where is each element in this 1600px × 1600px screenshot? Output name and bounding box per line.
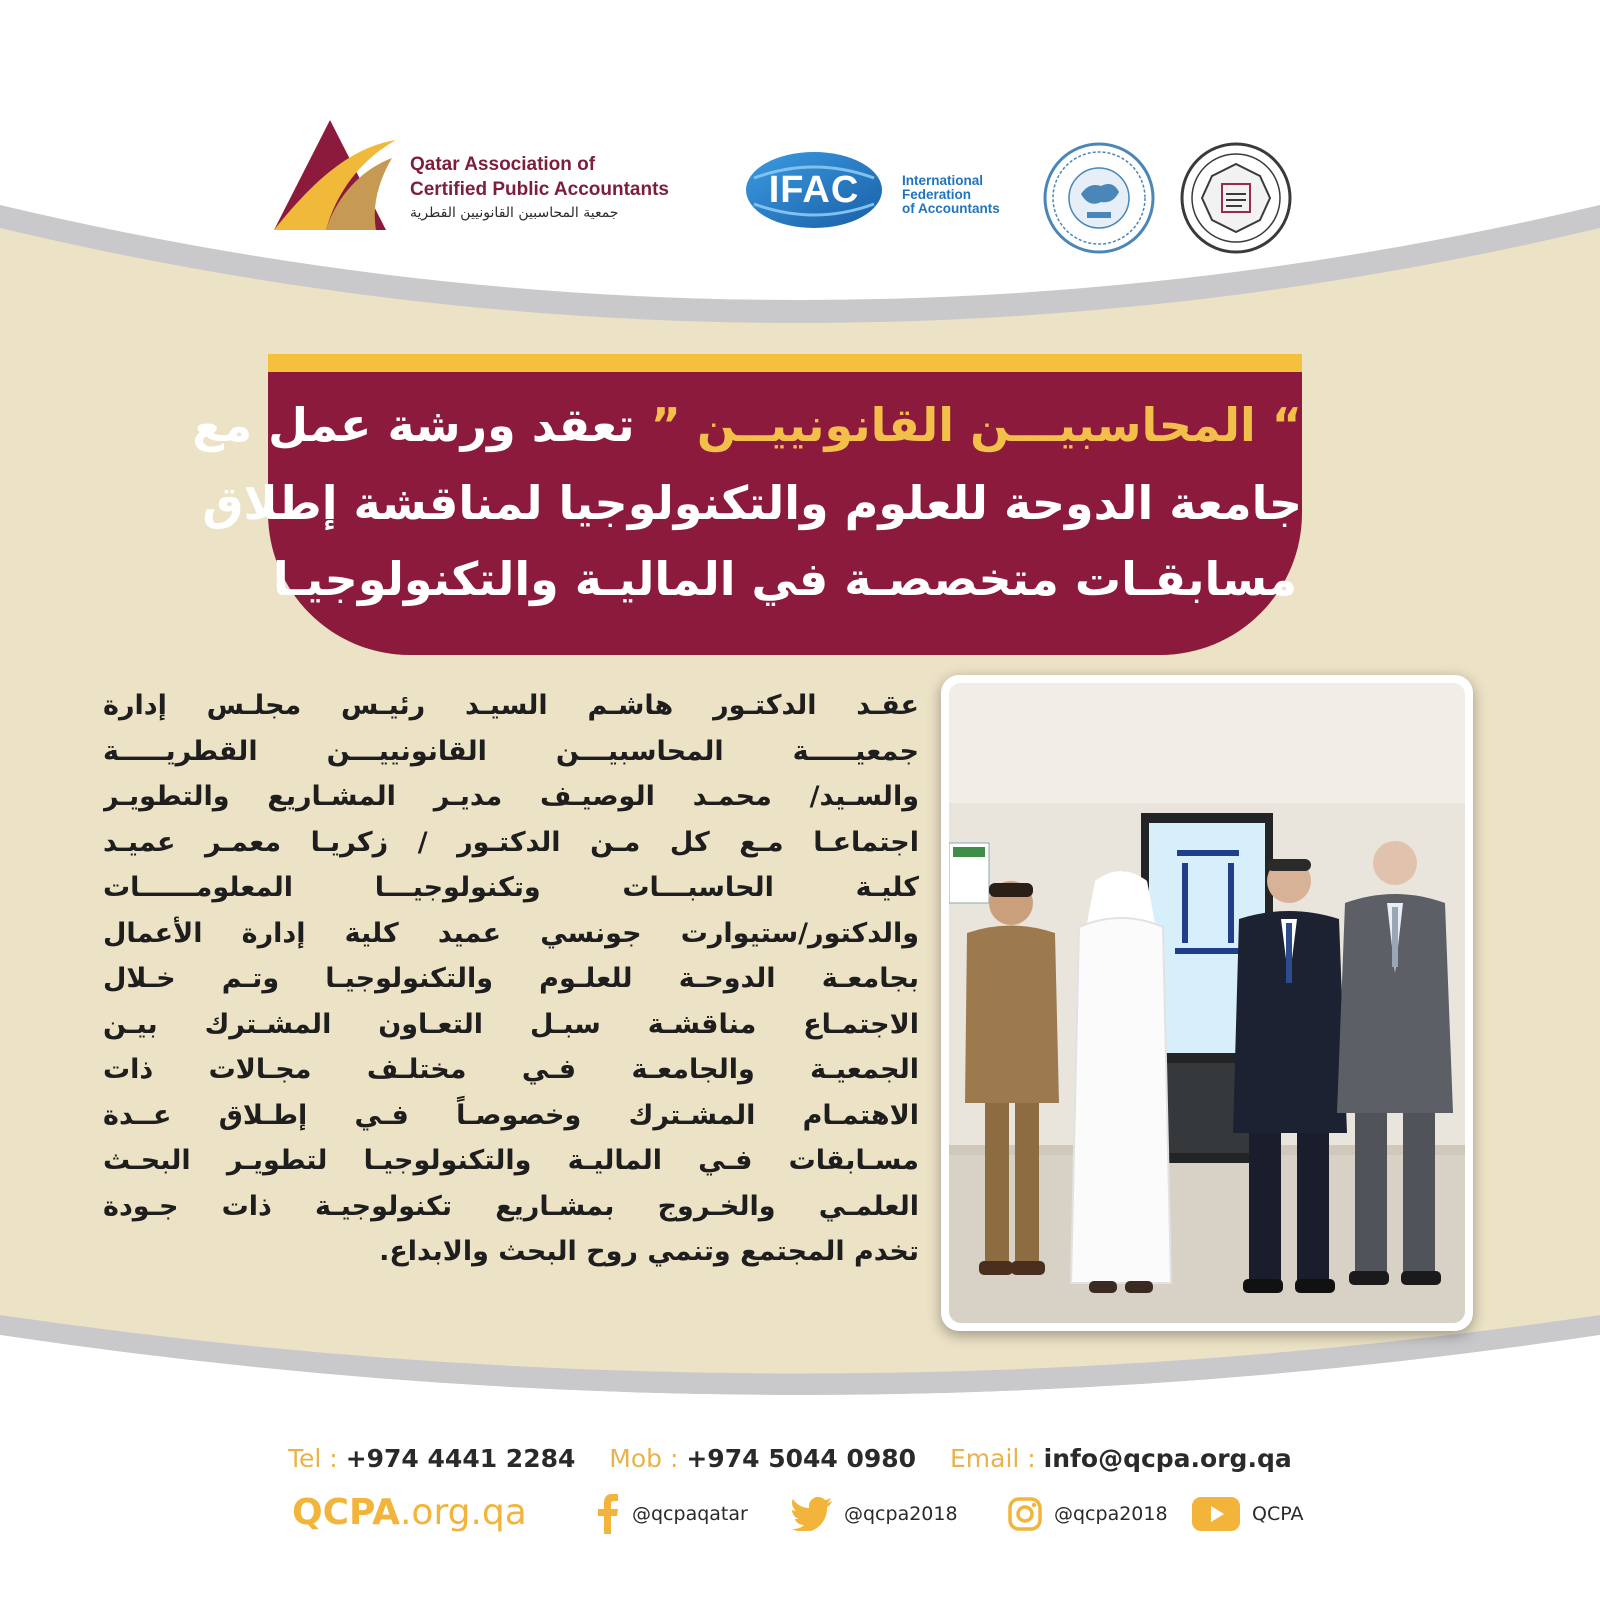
body-line: والدكتور/ستيوارت جونسي عميد كلية إدارة الأعمال bbox=[103, 917, 919, 949]
body-line: جمعيـــــة المحاسبيـــن القانونييـــن القطريـــــة bbox=[103, 735, 919, 767]
body-line: العلمـي والخـروج بمشـاريع تكنولوجيـة ذات جـودة bbox=[103, 1190, 919, 1222]
mob-label: Mob : bbox=[609, 1444, 679, 1473]
qcpa-name-arabic: جمعية المحاسبين القانونيين القطرية bbox=[410, 205, 619, 221]
body-line: الجمعيـة والجامعـة فـي مختلـف مجـالات ذات bbox=[103, 1054, 919, 1085]
logo-header bbox=[0, 0, 1600, 260]
title-line-1 bbox=[192, 392, 1302, 458]
qcpa-logo bbox=[268, 118, 728, 238]
instagram-handle: @qcpa2018 bbox=[1054, 1503, 1168, 1525]
website-rest: .org.qa bbox=[399, 1492, 527, 1533]
tel-label: Tel : bbox=[288, 1444, 338, 1473]
body-line: اجتماعـا مـع كل مـن الدكتـور / زكريـا معمـر عميـد bbox=[103, 826, 919, 858]
email-value[interactable]: info@qcpa.org.qa bbox=[1043, 1444, 1292, 1473]
title-line-2: جامعة الدوحة للعلوم والتكنولوجيا لمناقشة إطلاق bbox=[202, 476, 1302, 530]
facebook-link[interactable] bbox=[596, 1494, 748, 1534]
website-strong: QCPA bbox=[292, 1492, 400, 1533]
contact-row bbox=[288, 1441, 1328, 1477]
meeting-photo bbox=[949, 683, 1465, 1323]
twitter-link[interactable] bbox=[792, 1494, 958, 1534]
photo-frame bbox=[941, 675, 1473, 1331]
body-line: الاجتمـاع مناقشـة سبـل التعـاون المشـترك بيـن bbox=[103, 1008, 919, 1040]
body-line: عقـد الدكتـور هاشـم السيـد رئيـس مجلـس إدارة bbox=[103, 690, 919, 721]
title-accent-strip bbox=[268, 354, 1302, 372]
body-line: كليـة الحاسبـــات وتكنولوجيـــا المعلومــــــات bbox=[103, 872, 919, 903]
ifac-name-line2: Federation bbox=[902, 187, 972, 202]
article-body bbox=[103, 683, 919, 1333]
ifac-name-line3: of Accountants bbox=[902, 201, 1000, 216]
ifac-logo bbox=[744, 150, 1014, 230]
twitter-handle: @qcpa2018 bbox=[844, 1503, 958, 1525]
facebook-handle: @qcpaqatar bbox=[632, 1503, 748, 1525]
twitter-icon bbox=[792, 1497, 832, 1531]
afaa-seal-icon bbox=[1043, 142, 1155, 254]
youtube-icon bbox=[1192, 1497, 1240, 1531]
title-banner bbox=[192, 372, 1302, 655]
title-line-3: مسابقـات متخصصـة في الماليـة والتكنولوجيـا bbox=[272, 552, 1298, 606]
youtube-handle: QCPA bbox=[1252, 1503, 1304, 1525]
qcpa-triangle-icon bbox=[268, 118, 398, 234]
youtube-link[interactable] bbox=[1192, 1494, 1303, 1534]
title-line-1-rest: تعقد ورشة عمل مع bbox=[192, 398, 651, 452]
body-line: الاهتمـام المشـترك وخصوصـاً فـي إطـلاق عــدة bbox=[103, 1099, 919, 1131]
body-line-last: تخدم المجتمع وتنمي روح البحث والابداع. bbox=[379, 1236, 919, 1267]
facebook-icon bbox=[596, 1494, 620, 1534]
instagram-icon bbox=[1008, 1497, 1042, 1531]
ifac-name-line1: International bbox=[902, 173, 984, 188]
ifac-mark-text: IFAC bbox=[768, 169, 860, 211]
gcc-accounting-seal-icon bbox=[1180, 142, 1292, 254]
title-highlight: “ المحاسبيـــن القانونييــن ” bbox=[650, 398, 1302, 452]
body-line: والسـيد/ محمـد الوصيـف مديـر المشـاريع والتطويـر bbox=[103, 781, 919, 812]
tel-value[interactable]: +974 4441 2284 bbox=[345, 1444, 576, 1473]
website-link[interactable] bbox=[292, 1490, 527, 1536]
qcpa-name-line2: Certified Public Accountants bbox=[410, 179, 669, 200]
instagram-link[interactable] bbox=[1008, 1494, 1168, 1534]
body-line: بجامعـة الدوحـة للعلـوم والتكنولوجيـا وتـم خـلال bbox=[103, 963, 919, 994]
mob-value[interactable]: +974 5044 0980 bbox=[686, 1444, 917, 1473]
body-line: مسـابقات فـي الماليـة والتكنولوجيـا لتطويـر البحـث bbox=[103, 1145, 919, 1176]
email-label: Email : bbox=[949, 1444, 1036, 1473]
qcpa-name-line1: Qatar Association of bbox=[410, 154, 596, 175]
